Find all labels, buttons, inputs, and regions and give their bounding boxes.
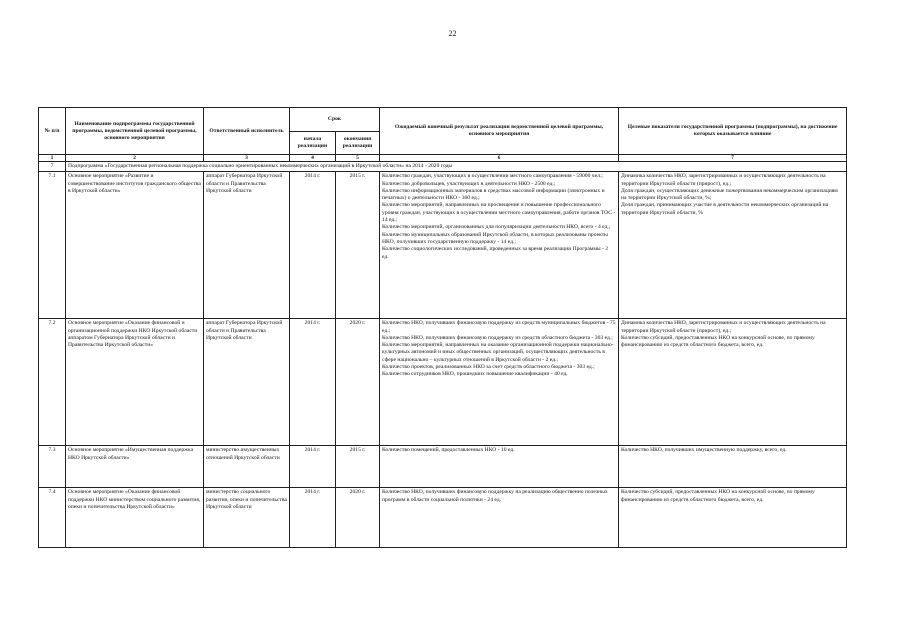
table-row — [39, 319, 847, 446]
result-line: Количество НКО, получивших финансовую поддержку из средств областного бюджета - 303 ед.; — [382, 334, 613, 341]
column-numbers-row — [39, 155, 847, 162]
indicator-line: Доля граждан, осуществляющих денежные пожертвования некоммерческим организациям на территории Иркутской области, %; — [621, 187, 838, 202]
row-start: 2014 г. — [290, 172, 336, 319]
row-indicators — [619, 446, 847, 488]
row-start: 2014 г. — [290, 446, 336, 488]
header-num: № п/п — [39, 108, 66, 155]
row-start: 2014 г. — [290, 488, 336, 548]
table-row — [39, 488, 847, 548]
row-indicators — [619, 488, 847, 548]
section-num: 7 — [39, 162, 66, 172]
row-responsible: аппарат Губернатора Иркутской области и Правительства Иркутской области — [204, 319, 290, 446]
row-num: 7.2 — [39, 319, 66, 446]
header-responsible: Ответственный исполнитель — [204, 108, 290, 155]
row-end: 2015 г. — [336, 446, 380, 488]
row-result — [380, 319, 619, 446]
column-number: 3 — [204, 155, 290, 162]
result-line: Количество социологических исследований, проведенных за время реализации Программы - 2 ед. — [382, 246, 609, 260]
row-indicators — [619, 319, 847, 446]
section-title: Подпрограмма «Государственная региональная поддержка социально ориентированных некоммерческих организаций в Иркутской области» на 2014 - 2020 годы — [66, 162, 847, 172]
row-num: 7.1 — [39, 172, 66, 319]
table-row — [39, 446, 847, 488]
row-name: Основное мероприятие «Оказание финансовой и организационной поддержки НКО Иркутской области аппаратом Губернатора Иркутской области и Правительства Иркутской области» — [66, 319, 204, 446]
column-number: 7 — [619, 155, 847, 162]
header-indicators: Целевые показатели государственной программы (подпрограммы), на достижение которых оказывается влияние — [619, 108, 847, 155]
indicator-line: Количество субсидий, предоставленных НКО на конкурсной основе, по прямому финансированию из средств областного бюджета, всего, ед. — [621, 489, 815, 503]
result-line: Количество мероприятий, направленных на оказание организационной поддержки национально-культурных автономий и иных общественных организаций, осуществляющих деятельность в сфере национально – культурных отношений в Иркутской области - 2 ед.; — [382, 342, 614, 363]
result-line: Количество граждан, участвующих в осуществлении местного самоуправления - 59000 чел.; — [382, 173, 603, 180]
result-line: Количество НКО, получивших финансовую поддержку на реализацию общественно полезных программ в области социальной политики - 24 ед. — [382, 489, 608, 503]
row-result — [380, 172, 619, 319]
row-responsible: аппарат Губернатора Иркутской области и Правительства Иркутской области — [204, 172, 290, 319]
row-responsible: министерство имущественных отношений Иркутской области — [204, 446, 290, 488]
row-responsible: министерство социального развития, опеки и попечительства Иркутской области — [204, 488, 290, 548]
header-result: Ожидаемый конечный результат реализации ведомственной целевой программы, основного мероприятия — [380, 108, 619, 155]
header-name: Наименование подпрограммы государственной программы, ведомственной целевой программы, основного мероприятия — [66, 108, 204, 155]
row-num: 7.3 — [39, 446, 66, 488]
row-result — [380, 446, 619, 488]
indicator-line: Количество НКО, получивших имущественную поддержку, всего, ед. — [621, 447, 787, 454]
indicator-line: Доля граждан, принимающих участие в деятельности некоммерческих организаций на территории Иркутской области, % — [621, 202, 829, 216]
result-line: Количество сотрудников НКО, прошедших повышение квалификации - 40 ед. — [382, 371, 568, 378]
indicator-line: Динамика количества НКО, зарегистрированных и осуществляющих деятельность на территории Иркутской области (прирост), ед.; — [621, 173, 826, 187]
result-line: Количество мероприятий, организованных для популяризации деятельности НКО, всего - 4 ед.; — [382, 224, 611, 231]
result-line: Количество помещений, предоставленных НКО - 10 ед. — [382, 447, 515, 454]
section-row — [39, 162, 847, 172]
indicator-line: Динамика количества НКО, зарегистрированных и осуществляющих деятельность на территории Иркутской области (прирост), ед.; — [621, 320, 826, 334]
result-line: Количество муниципальных образований Иркутской области, в которых реализованы проекты НКО, получивших государственную поддержку - 14 ед.; — [382, 231, 608, 245]
row-num: 7.4 — [39, 488, 66, 548]
row-end: 2015 г. — [336, 172, 380, 319]
row-result — [380, 488, 619, 548]
column-number: 6 — [380, 155, 619, 162]
column-number: 5 — [336, 155, 380, 162]
column-number: 1 — [39, 155, 66, 162]
result-line: Количество НКО, получивших финансовую поддержку из средств муниципальных бюджетов - 75 ед.; — [382, 320, 616, 334]
row-indicators — [619, 172, 847, 319]
header-start: начала реализации — [290, 132, 336, 155]
result-line: Количество добровольцев, участвующих в деятельности НКО - 2500 ед.; — [382, 180, 556, 187]
result-line: Количество проектов, реализованных НКО за счет средств областного бюджета - 303 ед.; — [382, 364, 595, 371]
header-row — [39, 108, 847, 132]
column-number: 4 — [290, 155, 336, 162]
row-name: Основное мероприятие «Имущественная поддержка НКО Иркутской области» — [66, 446, 204, 488]
table-row — [39, 172, 847, 319]
header-end: окончания реализации — [336, 132, 380, 155]
program-table — [38, 107, 847, 548]
indicator-line: Количество субсидий, предоставленных НКО на конкурсной основе, по прямому финансированию из средств областного бюджета, всего, ед. — [621, 334, 815, 349]
row-name: Основное мероприятие «Развитие и совершенствование институтов гражданского общества в Иркутской области» — [66, 172, 204, 319]
header-term: Срок — [290, 108, 380, 132]
column-number: 2 — [66, 155, 204, 162]
row-name: Основное мероприятие «Оказание финансовой поддержки НКО министерством социального развития, опеки и попечительства Иркутской области» — [66, 488, 204, 548]
result-line: Количество мероприятий, направленных на просвещение и повышение профессионального уровня граждан, участвующих в осуществлении местного самоуправления, работе органов ТОС - 14 ед.; — [382, 202, 616, 224]
page-number: 22 — [448, 29, 457, 38]
result-line: Количество информационных материалов в средствах массовой информации (электронных и печатных) о деятельности НКО - 360 ед.; — [382, 187, 605, 202]
row-end: 2020 г. — [336, 319, 380, 446]
row-end: 2020 г. — [336, 488, 380, 548]
row-start: 2014 г. — [290, 319, 336, 446]
